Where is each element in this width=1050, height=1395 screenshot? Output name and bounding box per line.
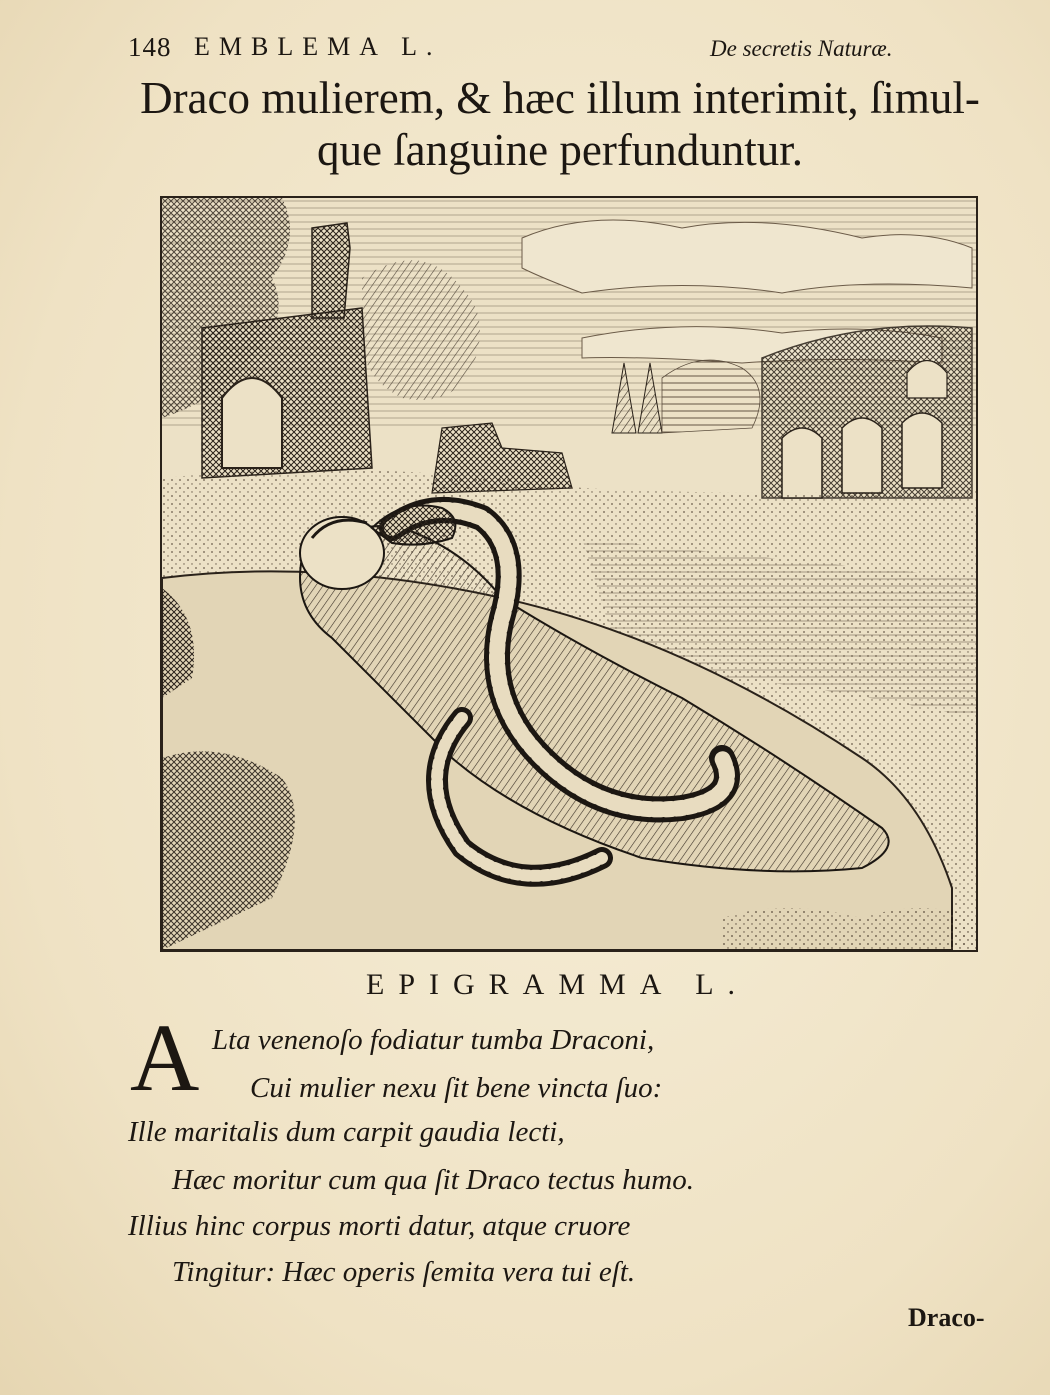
page-number: 148 xyxy=(128,32,172,62)
catchword: Draco- xyxy=(908,1303,985,1332)
emblem-motto xyxy=(100,72,1020,176)
verse-line: Lta venenoſo fodiatur tumba Draconi, xyxy=(212,1024,655,1056)
running-head xyxy=(128,32,893,68)
drop-cap: A xyxy=(130,1004,200,1111)
verse-line: Tingitur: Hæc operis ſemita vera tui eſt. xyxy=(172,1256,636,1288)
motto-line-1: Draco mulierem, & hæc illum interimit, ſimul- xyxy=(140,73,980,123)
motto-line-2: que ſanguine perfunduntur. xyxy=(316,125,804,175)
verse-line: Cui mulier nexu ſit bene vincta ſuo: xyxy=(250,1072,663,1104)
emblem-label: EMBLEMA L. xyxy=(194,32,442,61)
verse-line: Ille maritalis dum carpit gaudia lecti, xyxy=(128,1116,565,1148)
engraving-drawing xyxy=(162,198,976,950)
epigram-title: EPIGRAMMA L. xyxy=(366,968,750,1001)
verse-line: Hæc moritur cum qua ſit Draco tectus humo. xyxy=(172,1164,694,1196)
section-title: De secretis Naturæ. xyxy=(710,36,893,61)
verse-line: Illius hinc corpus morti datur, atque cruore xyxy=(128,1210,631,1242)
engraving-illustration xyxy=(160,196,978,952)
